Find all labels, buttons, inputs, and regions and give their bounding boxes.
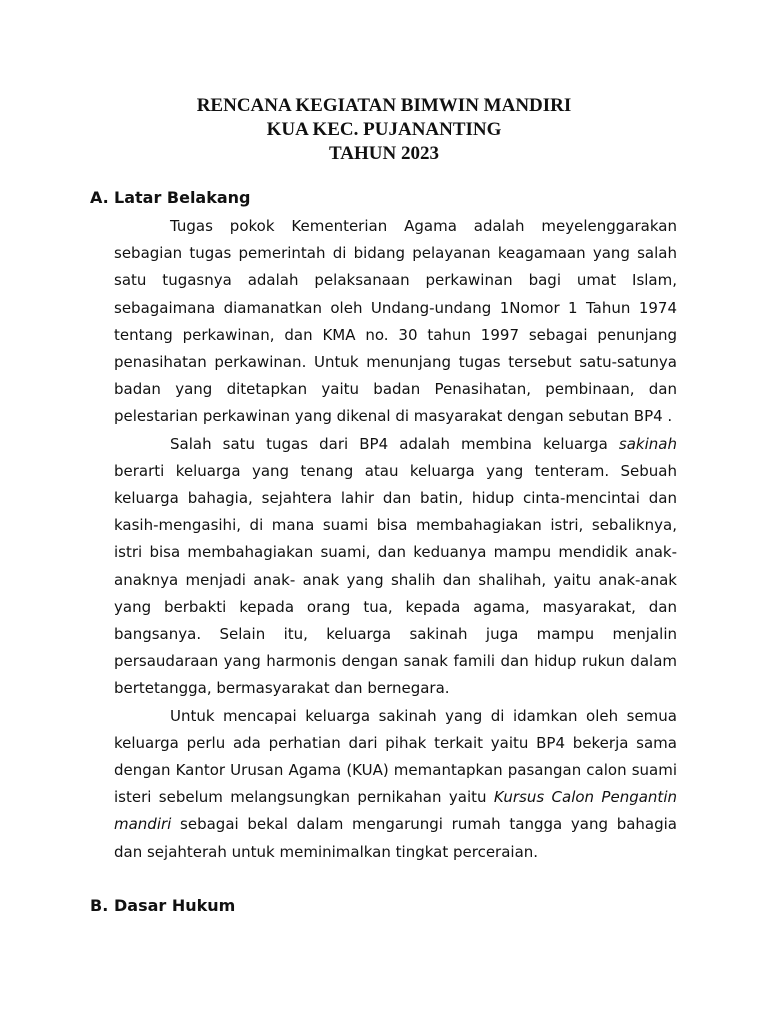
title-line-1: RENCANA KEGIATAN BIMWIN MANDIRI	[196, 95, 572, 116]
paragraph-1: Tugas pokok Kementerian Agama adalah meyelenggarakan sebagian tugas pemerintah di bidang pelayanan keagamaan yang salah satu tugasnya adalah pelaksanaan perkawinan bagi umat Islam, sebagaimana diamanatkan oleh Undang-undang 1Nomor 1 Tahun 1974 tentang perkawinan, dan KMA no. 30 tahun 1997 sebagai penunjang penasihatan perkawinan. Untuk menunjang tugas tersebut satu-satunya badan yang ditetapkan yaitu badan Penasihatan, pembinaan, dan pelestarian perkawinan yang dikenal di masyarakat dengan sebutan BP4 .	[114, 217, 677, 426]
paragraph-2-italic: sakinah	[618, 434, 677, 453]
section-a-heading	[90, 188, 251, 208]
section-b-title: Dasar Hukum	[114, 896, 236, 915]
title-line-3: TAHUN 2023	[329, 143, 439, 164]
section-a-title: Latar Belakang	[114, 188, 251, 207]
section-b-number: B.	[90, 896, 109, 915]
section-a-number: A.	[90, 188, 109, 207]
section-a-body	[114, 213, 677, 866]
paragraph-2-text-end: berarti keluarga yang tenang atau keluarga yang tenteram. Sebuah keluarga bahagia, sejahtera lahir dan batin, hidup cinta-mencintai dan kasih-mengasihi, di mana suami bisa membahagiakan istri, sebaliknya, istri bisa membahagiakan suami, dan keduanya mampu mendidik anak-anaknya menjadi anak- anak yang shalih dan shalihah, yaitu anak-anak yang berbakti kepada orang tua, kepada agama, masyarakat, dan bangsanya. Selain itu, keluarga sakinah juga mampu menjalin persaudaraan yang harmonis dengan sanak famili dan hidup rukun dalam bertetangga, bermasyarakat dan bernegara.	[114, 461, 677, 698]
document-title	[0, 94, 768, 166]
title-line-2: KUA KEC. PUJANANTING	[266, 119, 502, 140]
section-b-heading	[90, 896, 235, 916]
paragraph-3-italic: Kursus Calon Pengantin mandiri	[114, 788, 677, 834]
paragraph-2	[114, 431, 677, 703]
paragraph-3-text-end: sebagai bekal dalam mengarungi rumah tangga yang bahagia dan sejahterah untuk meminimalkan tingkat perceraian.	[114, 815, 677, 861]
paragraph-3	[114, 703, 677, 866]
paragraph-3-text-start: Untuk mencapai keluarga sakinah yang di idamkan oleh semua keluarga perlu ada perhatian dari pihak terkait yaitu BP4 bekerja sama dengan Kantor Urusan Agama (KUA) memantapkan pasangan calon suami isteri sebelum melangsungkan pernikahan yaitu	[114, 706, 677, 807]
paragraph-2-text-start: Salah satu tugas dari BP4 adalah membina keluarga	[170, 434, 619, 453]
